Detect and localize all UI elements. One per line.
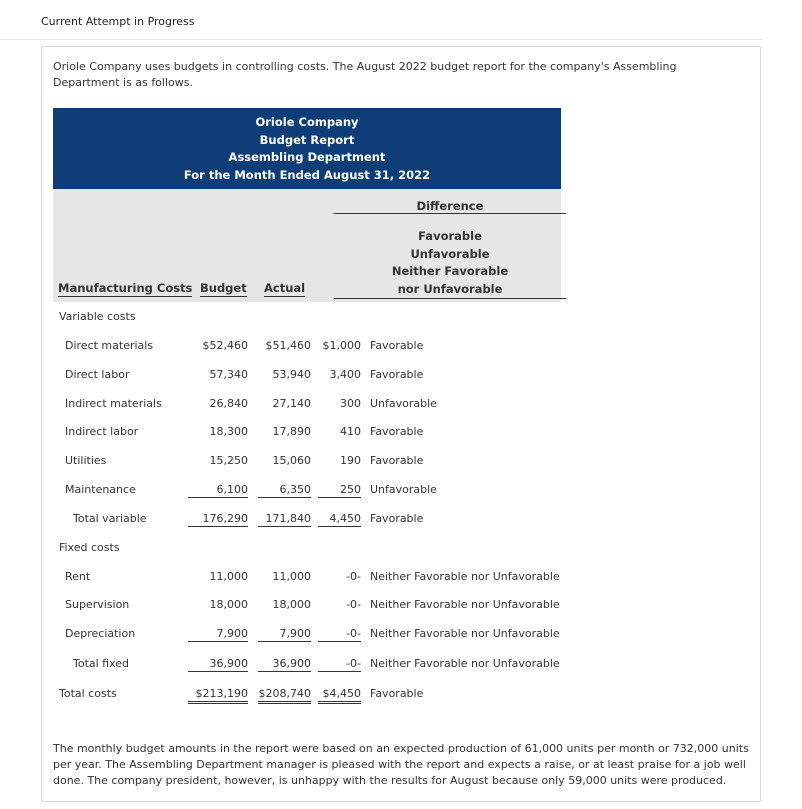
row-label: Depreciation xyxy=(65,627,136,640)
total-costs-row xyxy=(42,687,762,703)
fixed-costs-heading-row xyxy=(42,541,762,557)
table-row xyxy=(42,339,762,355)
row-label: Utilities xyxy=(65,454,107,467)
row-label: Rent xyxy=(65,570,91,583)
difference-label: Neither Favorable nor Unfavorable xyxy=(370,570,560,583)
budget-value: 18,000 xyxy=(209,598,248,611)
actual-value: 11,000 xyxy=(272,570,311,583)
difference-value: $4,450 xyxy=(318,687,361,704)
report-banner xyxy=(53,108,561,189)
actual-value: 171,840 xyxy=(258,512,311,527)
table-row xyxy=(42,627,762,643)
budget-value: 57,340 xyxy=(209,368,248,381)
table-row xyxy=(42,483,762,499)
difference-label: Neither Favorable nor Unfavorable xyxy=(370,598,560,611)
diff-neither-1: Neither Favorable xyxy=(391,264,509,278)
closing-text: The monthly budget amounts in the report were based on an expected production of 61,000 units per month or 732,000 units per year. The Assembling Department manager is pleased with the report and expects a raise, or at least praise for a job well done. The company president, however, is unhappy with the results for August because only 59,000 units were produced. xyxy=(53,742,749,787)
row-label: Total costs xyxy=(59,687,117,700)
budget-value: 7,900 xyxy=(188,627,248,642)
actual-value: $51,460 xyxy=(265,339,311,352)
difference-label: Favorable xyxy=(370,454,424,467)
difference-rule xyxy=(334,213,566,214)
difference-label: Unfavorable xyxy=(370,397,437,410)
column-header-band xyxy=(53,189,561,302)
budget-heading: Budget xyxy=(200,281,247,295)
actual-value: 7,900 xyxy=(258,627,311,642)
row-label: Indirect materials xyxy=(65,397,162,410)
table-row xyxy=(42,598,762,614)
difference-label: Favorable xyxy=(370,512,424,525)
row-label: Indirect labor xyxy=(65,425,139,438)
difference-label: Neither Favorable nor Unfavorable xyxy=(370,657,560,670)
difference-value: -0- xyxy=(318,657,361,672)
question-card xyxy=(41,46,761,802)
actual-value: 27,140 xyxy=(272,397,311,410)
variable-costs-label: Variable costs xyxy=(59,310,136,323)
difference-value: 410 xyxy=(340,425,361,438)
report-period: For the Month Ended August 31, 2022 xyxy=(183,167,431,182)
actual-value: 15,060 xyxy=(272,454,311,467)
difference-value: -0- xyxy=(346,598,361,611)
difference-label: Favorable xyxy=(370,368,424,381)
department-name: Assembling Department xyxy=(228,150,386,164)
difference-value: $1,000 xyxy=(322,339,361,352)
row-label: Total variable xyxy=(73,512,147,525)
budget-value: 11,000 xyxy=(209,570,248,583)
table-row xyxy=(42,454,762,470)
attempt-header xyxy=(0,0,762,40)
intro-text: Oriole Company uses budgets in controlling costs. The August 2022 budget report for the company's Assembling Department is as follows. xyxy=(53,60,677,89)
report-name: Budget Report xyxy=(259,132,355,147)
actual-value: 17,890 xyxy=(272,425,311,438)
actual-value: 36,900 xyxy=(258,657,311,672)
difference-label: Favorable xyxy=(370,687,424,700)
row-label: Direct materials xyxy=(65,339,154,352)
difference-heading: Difference xyxy=(416,199,484,213)
diff-unfavorable: Unfavorable xyxy=(410,246,490,261)
difference-value: 4,450 xyxy=(318,512,361,527)
budget-value: 15,250 xyxy=(209,454,248,467)
difference-value: -0- xyxy=(346,570,361,583)
actual-value: 53,940 xyxy=(272,368,311,381)
difference-value: -0- xyxy=(318,627,361,642)
total-variable-row xyxy=(42,512,762,528)
table-row xyxy=(42,368,762,384)
row-label: Supervision xyxy=(65,598,130,611)
actual-value: $208,740 xyxy=(258,687,311,704)
budget-value: $213,190 xyxy=(188,687,248,704)
table-row xyxy=(42,425,762,441)
difference-label: Neither Favorable nor Unfavorable xyxy=(370,627,560,640)
variable-costs-heading-row xyxy=(42,310,762,326)
row-label: Total fixed xyxy=(73,657,130,670)
diff-neither-2: nor Unfavorable xyxy=(397,281,503,296)
diff-favorable: Favorable xyxy=(418,229,482,243)
difference-value: 300 xyxy=(340,397,361,410)
difference-value: 3,400 xyxy=(329,368,361,381)
budget-value: 176,290 xyxy=(188,512,248,527)
difference-value: 250 xyxy=(318,483,361,498)
table-row xyxy=(42,570,762,586)
table-row xyxy=(42,397,762,413)
budget-value: $52,460 xyxy=(202,339,248,352)
total-fixed-row xyxy=(42,657,762,673)
actual-value: 18,000 xyxy=(272,598,311,611)
budget-value: 36,900 xyxy=(188,657,248,672)
difference-label: Favorable xyxy=(370,339,424,352)
attempt-title: Current Attempt in Progress xyxy=(41,15,195,28)
budget-value: 6,100 xyxy=(188,483,248,498)
difference-value: 190 xyxy=(340,454,361,467)
difference-label: Unfavorable xyxy=(370,483,437,496)
budget-value: 26,840 xyxy=(209,397,248,410)
company-name: Oriole Company xyxy=(255,115,359,129)
manufacturing-costs-heading: Manufacturing Costs xyxy=(58,281,193,295)
difference-label: Favorable xyxy=(370,425,424,438)
difference-subheading xyxy=(334,228,566,298)
row-label: Maintenance xyxy=(65,483,136,496)
actual-value: 6,350 xyxy=(258,483,311,498)
actual-heading: Actual xyxy=(264,281,306,295)
difference-subheading-rule xyxy=(334,298,566,299)
row-label: Direct labor xyxy=(65,368,130,381)
fixed-costs-label: Fixed costs xyxy=(59,541,120,554)
budget-value: 18,300 xyxy=(209,425,248,438)
